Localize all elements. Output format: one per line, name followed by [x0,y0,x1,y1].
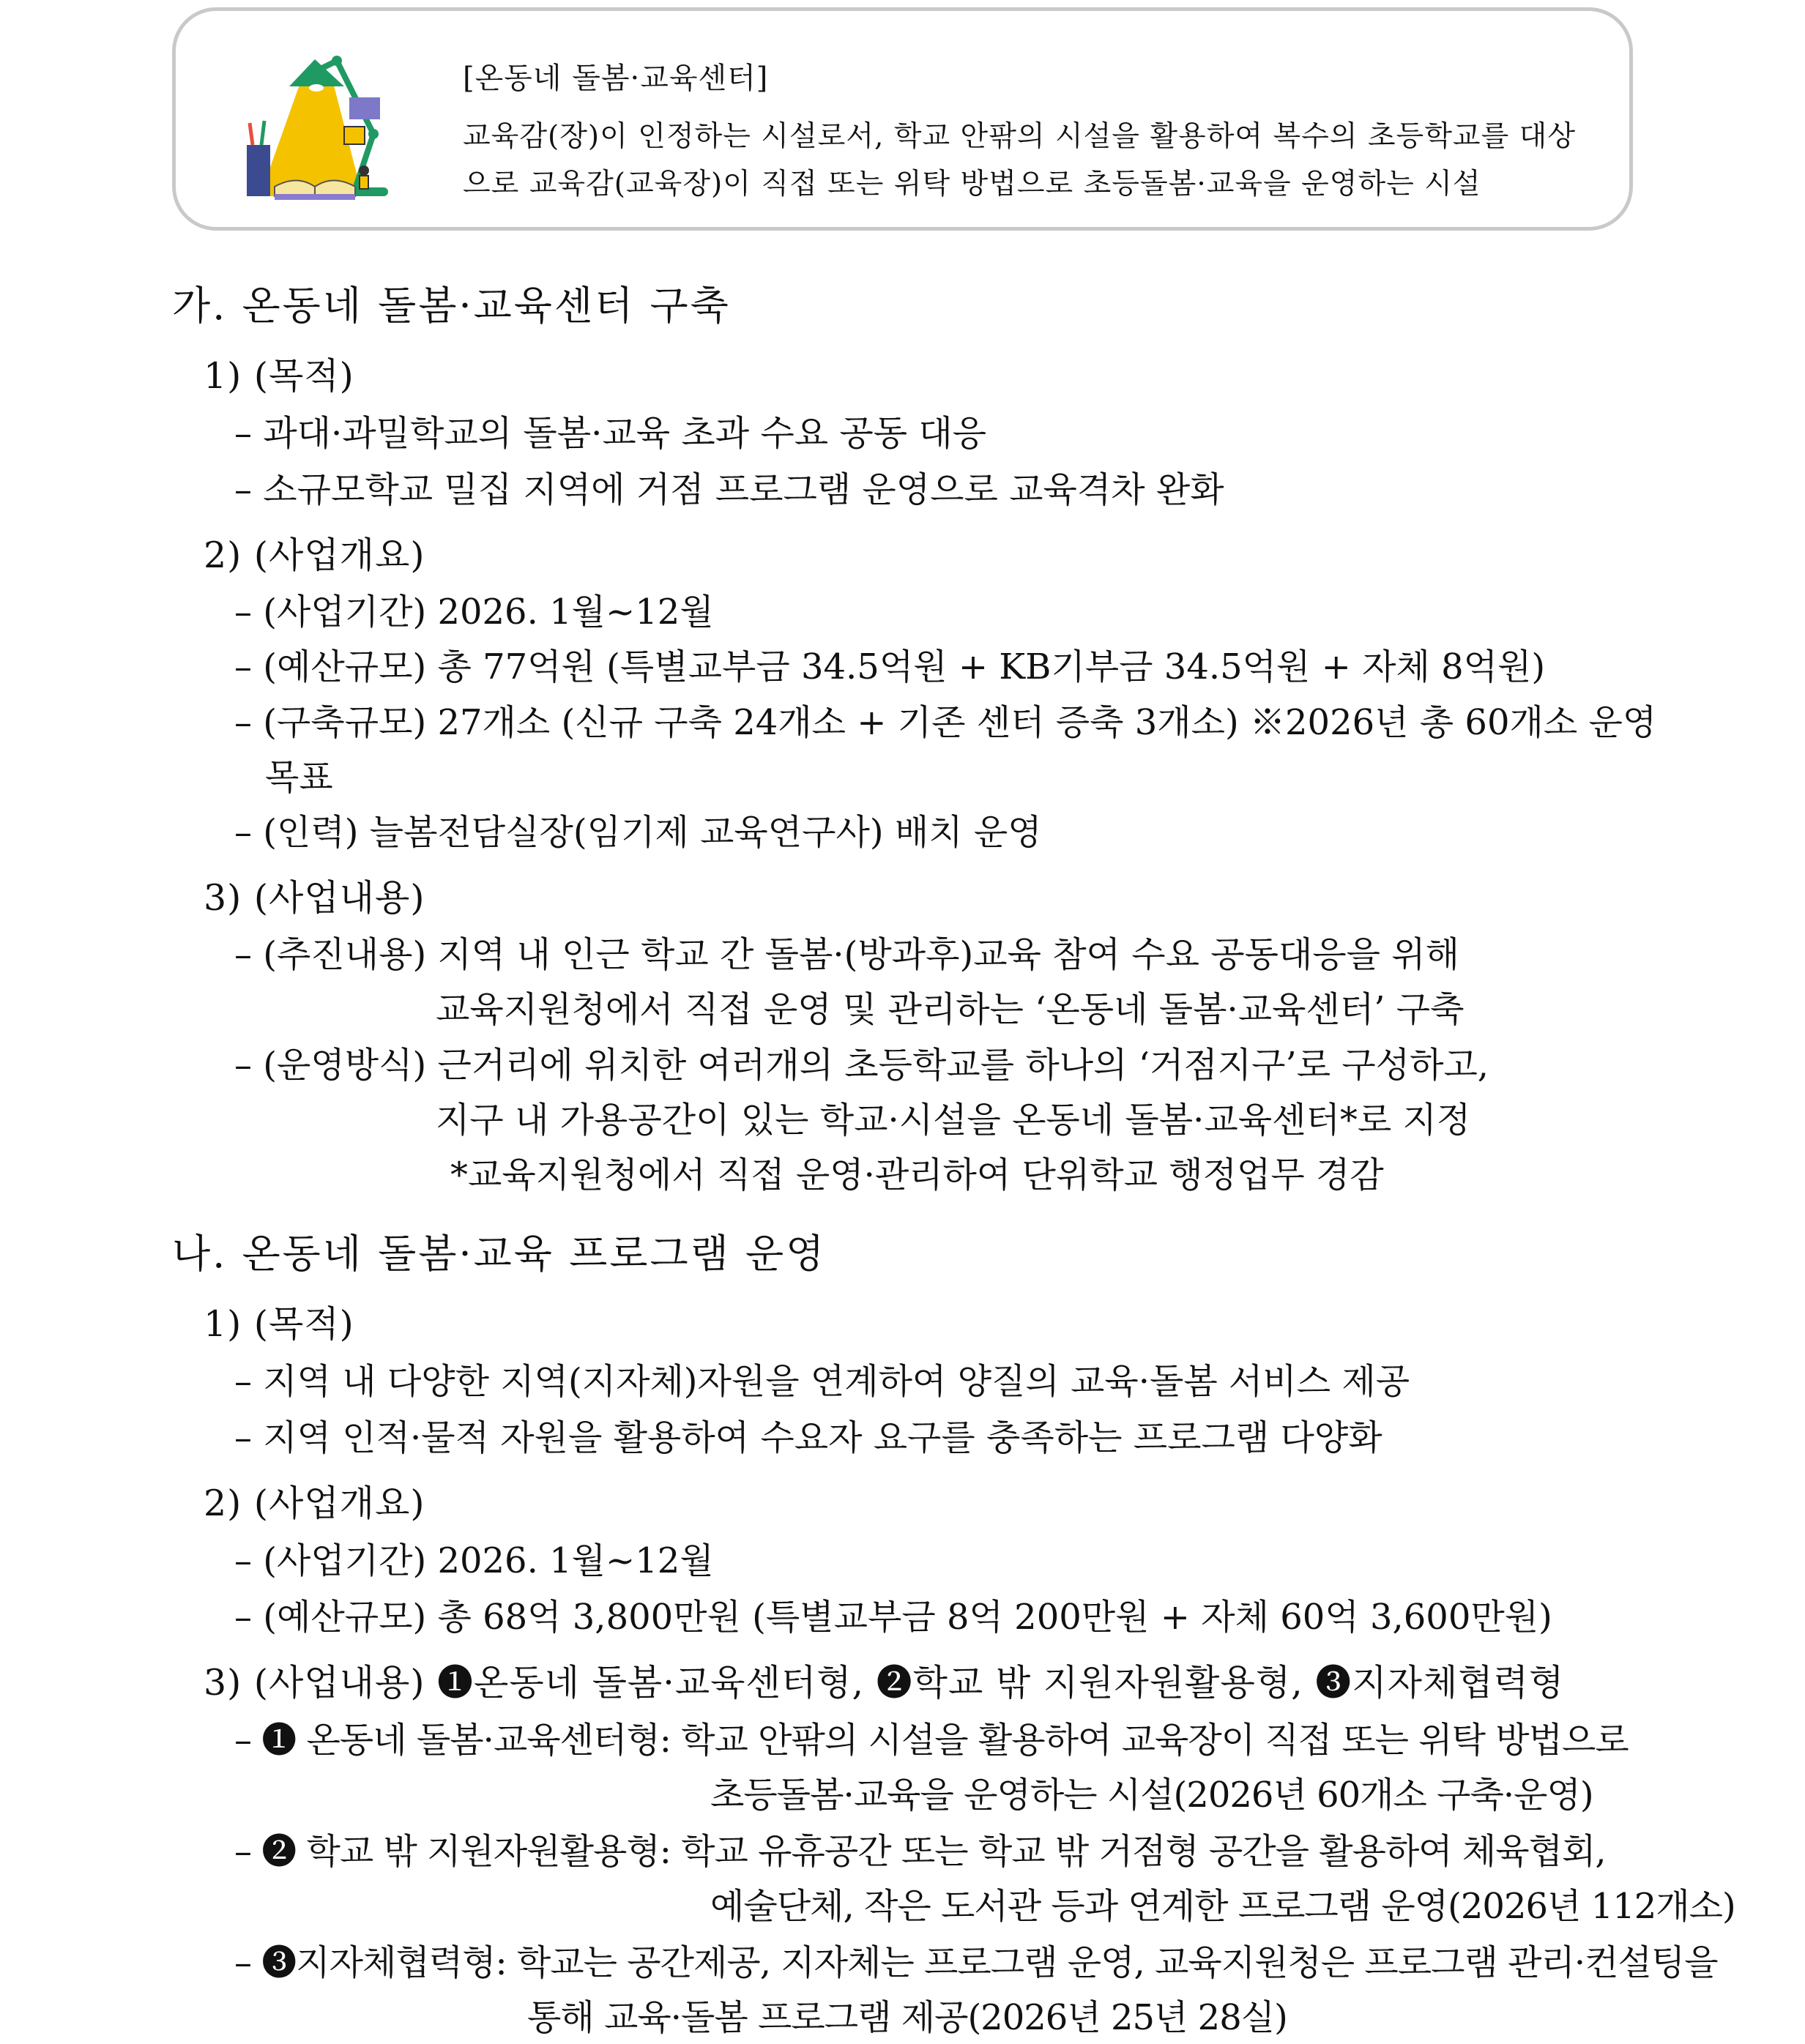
section-a-scale-line1: – (구축규모) 27개소 (신규 구축 24개소 + 기존 센터 증축 3개소) ※2026년 총 60개소 운영 [234,702,1657,743]
section-b-type3-line2: 통해 교육·돌봄 프로그램 제공(2026년 25년 28실) [527,1997,1287,2038]
section-a-purpose-label: 1) (목적) [204,355,354,397]
infobox-desc-line2: 으로 교육감(교육장)이 직접 또는 위탁 방법으로 초등돌봄·교육을 운영하는 시설 [463,168,1481,201]
section-b-budget: – (예산규모) 총 68억 3,800만원 (특별교부금 8억 200만원 + 자체 60억 3,600만원) [234,1597,1552,1638]
infobox-desc-line1: 교육감(장)이 인정하는 시설로서, 학교 안팎의 시설을 활용하여 복수의 초등학교를 대상 [463,120,1576,153]
section-a-staff: – (인력) 늘봄전담실장(임기제 교육연구사) 배치 운영 [234,812,1042,853]
section-a-content-label: 3) (사업내용) [204,877,425,919]
section-a-heading: 가. 온동네 돌봄·교육센터 구축 [172,283,731,329]
section-b-heading: 나. 온동네 돌봄·교육 프로그램 운영 [172,1231,827,1277]
section-b-purpose-label: 1) (목적) [204,1303,354,1345]
section-a-promo-line2: 교육지원청에서 직접 운영 및 관리하는 ‘온동네 돌봄·교육센터’ 구축 [436,989,1465,1030]
section-b-period: – (사업기간) 2026. 1월~12월 [234,1540,714,1581]
section-a-method-line2: 지구 내 가용공간이 있는 학교·시설을 온동네 돌봄·교육센터*로 지정 [436,1100,1471,1141]
desk-lamp-with-books-icon [245,53,399,204]
section-b-type2-line1: – ❷ 학교 밖 지원자원활용형: 학교 유휴공간 또는 학교 밖 거점형 공간을 활용하여 체육협회, [234,1831,1606,1872]
section-b-type3-line1: – ❸지자체협력형: 학교는 공간제공, 지자체는 프로그램 운영, 교육지원청은 프로그램 관리·컨설팅을 [234,1942,1718,1983]
section-a-scale-line2: 목표 [265,757,333,798]
infobox-title: [온동네 돌봄·교육센터] [463,61,769,95]
section-b-overview-label: 2) (사업개요) [204,1482,425,1524]
section-b-type2-line2: 예술단체, 작은 도서관 등과 연계한 프로그램 운영(2026년 112개소) [710,1886,1735,1927]
section-b-purpose-item-2: – 지역 인적·물적 자원을 활용하여 수요자 요구를 충족하는 프로그램 다양화 [234,1417,1382,1458]
info-box [172,7,1633,231]
section-a-overview-label: 2) (사업개요) [204,534,425,576]
section-b-type1-line1: – ❶ 온동네 돌봄·교육센터형: 학교 안팎의 시설을 활용하여 교육장이 직접 또는 위탁 방법으로 [234,1720,1629,1761]
section-a-purpose-item-2: – 소규모학교 밀집 지역에 거점 프로그램 운영으로 교육격차 완화 [234,469,1224,510]
section-a-method-line1: – (운영방식) 근거리에 위치한 여러개의 초등학교를 하나의 ‘거점지구’로 구성하고, [234,1045,1489,1086]
section-b-purpose-item-1: – 지역 내 다양한 지역(지자체)자원을 연계하여 양질의 교육·돌봄 서비스 제공 [234,1361,1410,1402]
section-a-budget: – (예산규모) 총 77억원 (특별교부금 34.5억원 + KB기부금 34.5억원 + 자체 8억원) [234,646,1546,687]
section-b-content-label: 3) (사업내용) ❶온동네 돌봄·교육센터형, ❷학교 밖 지원자원활용형, ❸지자체협력형 [204,1662,1565,1704]
section-a-period: – (사업기간) 2026. 1월~12월 [234,592,714,633]
section-a-method-note: *교육지원청에서 직접 운영·관리하여 단위학교 행정업무 경감 [450,1155,1384,1196]
section-a-purpose-item-1: – 과대·과밀학교의 돌봄·교육 초과 수요 공동 대응 [234,413,987,454]
section-b-type1-line2: 초등돌봄·교육을 운영하는 시설(2026년 60개소 구축·운영) [710,1775,1593,1816]
section-a-promo-line1: – (추진내용) 지역 내 인근 학교 간 돌봄·(방과후)교육 참여 수요 공동대응을 위해 [234,934,1460,975]
